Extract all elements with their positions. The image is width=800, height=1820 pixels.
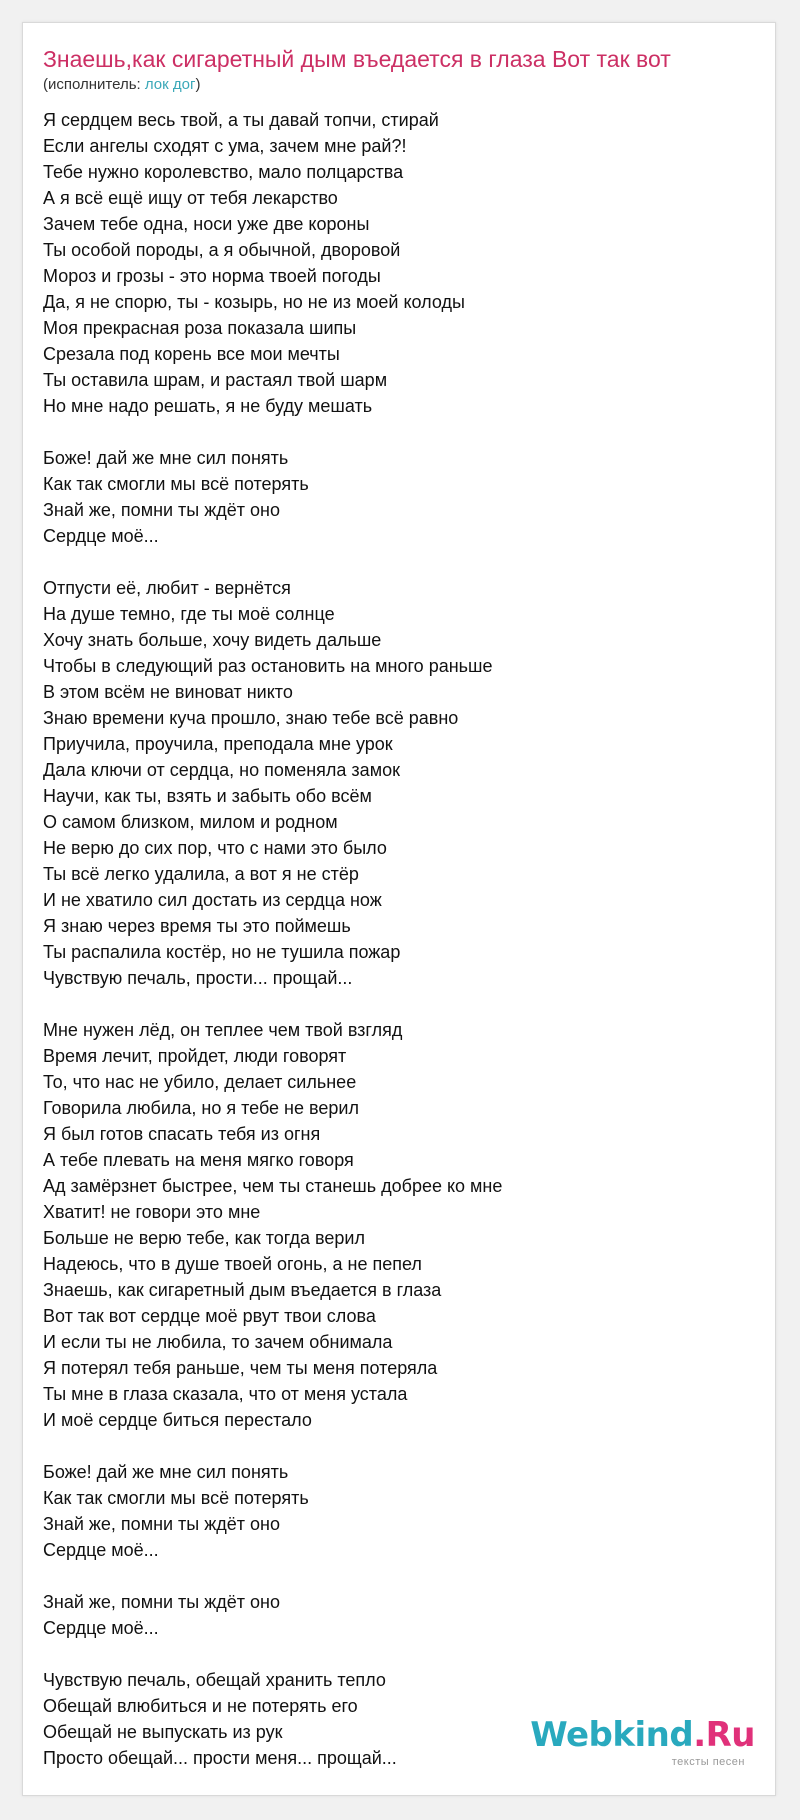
lyrics-line: Научи, как ты, взять и забыть обо всём [43,786,372,806]
lyrics-line: Обещай не выпускать из рук [43,1722,283,1742]
lyrics-line: Знай же, помни ты ждёт оно [43,1592,281,1612]
lyrics-line: Я знаю через время ты это поймешь [43,916,351,936]
lyrics-line: Боже! дай же мне сил понять [43,448,289,468]
lyrics-text [43,107,743,1797]
lyrics-line: Время лечит, пройдет, люди говорят [43,1046,347,1066]
lyrics-line: Знаю времени куча прошло, знаю тебе всё равно [43,708,459,728]
artist-prefix: (исполнитель: [43,76,145,93]
lyrics-line: Дала ключи от сердца, но поменяла замок [43,760,400,780]
webkind-logo[interactable] [530,1715,755,1775]
lyrics-line: На душе темно, где ты моё солнце [43,604,335,624]
lyrics-line: Боже! дай же мне сил понять [43,1462,289,1482]
lyrics-line: Знай же, помни ты ждёт оно [43,500,281,520]
lyrics-line: Отпусти её, любит - вернётся [43,578,291,598]
lyrics-page [22,22,776,1796]
lyrics-stanza [43,1017,743,1433]
lyrics-line: Тебе нужно королевство, мало полцарства [43,162,404,182]
logo-wordmark [530,1715,755,1755]
lyrics-line: И не хватило сил достать из сердца нож [43,890,382,910]
lyrics-line: Знаешь, как сигаретный дым въедается в глаза [43,1280,442,1300]
lyrics-line: Знай же, помни ты ждёт оно [43,1514,281,1534]
lyrics-line: Хочу знать больше, хочу видеть дальше [43,630,382,650]
lyrics-line: Чувствую печаль, прости... прощай... [43,968,353,988]
lyrics-stanza [43,445,743,549]
lyrics-stanza [43,575,743,991]
lyrics-line: А тебе плевать на меня мягко говоря [43,1150,354,1170]
lyrics-line: Надеюсь, что в душе твоей огонь, а не пепел [43,1254,422,1274]
lyrics-line: Ты особой породы, а я обычной, дворовой [43,240,401,260]
lyrics-line: Обещай влюбиться и не потерять его [43,1696,358,1716]
lyrics-line: Приучила, проучила, преподала мне урок [43,734,393,754]
lyrics-line: Мне нужен лёд, он теплее чем твой взгляд [43,1020,403,1040]
lyrics-line: Ты оставила шрам, и растаял твой шарм [43,370,388,390]
lyrics-line: То, что нас не убило, делает сильнее [43,1072,357,1092]
lyrics-line: Я потерял тебя раньше, чем ты меня потеряла [43,1358,438,1378]
lyrics-line: Сердце моё... [43,1618,159,1638]
lyrics-line: И если ты не любила, то зачем обнимала [43,1332,393,1352]
artist-suffix: ) [195,76,201,93]
lyrics-line: Хватит! не говори это мне [43,1202,261,1222]
lyrics-line: Моя прекрасная роза показала шипы [43,318,357,338]
lyrics-line: Мороз и грозы - это норма твоей погоды [43,266,381,286]
song-title: Знаешь,как сигаретный дым въедается в глаза Вот так вот [43,46,671,72]
lyrics-line: Как так смогли мы всё потерять [43,1488,309,1508]
lyrics-line: Ад замёрзнет быстрее, чем ты станешь добрее ко мне [43,1176,503,1196]
lyrics-stanza [43,1459,743,1563]
lyrics-line: Вот так вот сердце моё рвут твои слова [43,1306,376,1326]
logo-tld-text: .Ru [693,1715,755,1755]
lyrics-line: Сердце моё... [43,526,159,546]
lyrics-line: И моё сердце биться перестало [43,1410,312,1430]
lyrics-line: Ты всё легко удалила, а вот я не стёр [43,864,359,884]
lyrics-line: Чтобы в следующий раз остановить на много раньше [43,656,493,676]
lyrics-stanza [43,1589,743,1641]
lyrics-line: Не верю до сих пор, что с нами это было [43,838,387,858]
lyrics-line: Ты распалила костёр, но не тушила пожар [43,942,401,962]
lyrics-line: А я всё ещё ищу от тебя лекарство [43,188,338,208]
lyrics-line: Если ангелы сходят с ума, зачем мне рай?! [43,136,407,156]
logo-subtitle: тексты песен [671,1756,745,1768]
lyrics-line: В этом всём не виноват никто [43,682,293,702]
logo-main-text: Webkind [530,1715,694,1755]
lyrics-stanza [43,107,743,419]
lyrics-line: Да, я не спорю, ты - козырь, но не из моей колоды [43,292,465,312]
artist-line [43,75,200,95]
lyrics-line: Срезала под корень все мои мечты [43,344,340,364]
artist-link[interactable]: лок дог [144,76,196,93]
lyrics-line: Говорила любила, но я тебе не верил [43,1098,359,1118]
lyrics-line: Я был готов спасать тебя из огня [43,1124,321,1144]
lyrics-line: Зачем тебе одна, носи уже две короны [43,214,370,234]
lyrics-line: Просто обещай... прости меня... прощай... [43,1748,397,1768]
lyrics-line: Больше не верю тебе, как тогда верил [43,1228,365,1248]
lyrics-line: Как так смогли мы всё потерять [43,474,309,494]
lyrics-line: Сердце моё... [43,1540,159,1560]
lyrics-line: Но мне надо решать, я не буду мешать [43,396,373,416]
lyrics-line: Я сердцем весь твой, а ты давай топчи, стирай [43,110,439,130]
lyrics-line: Чувствую печаль, обещай хранить тепло [43,1670,386,1690]
lyrics-line: О самом близком, милом и родном [43,812,338,832]
lyrics-line: Ты мне в глаза сказала, что от меня устала [43,1384,408,1404]
